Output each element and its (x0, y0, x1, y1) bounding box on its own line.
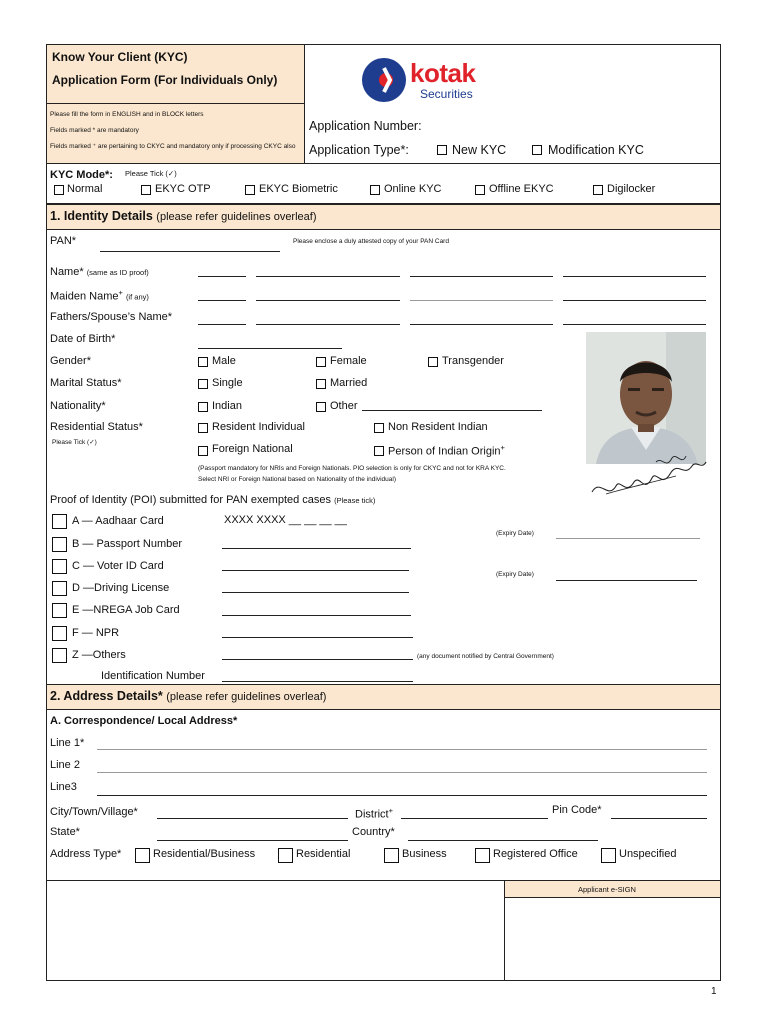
kyc-digilocker-label: Digilocker (607, 183, 656, 195)
nationality-indian-checkbox[interactable] (198, 402, 208, 412)
poi-others-label: Z —Others (72, 649, 126, 661)
poi-others-note: (any document notified by Central Government) (417, 653, 554, 660)
identity-heading-title: 1. Identity Details (50, 209, 153, 223)
address-line2-label: Line 2 (50, 759, 80, 771)
district-field[interactable] (401, 818, 548, 819)
res-pio-label (388, 443, 505, 458)
esign-label: Applicant e-SIGN (578, 885, 636, 894)
address-line3-label: Line3 (50, 781, 77, 793)
identity-heading-note: (please refer guidelines overleaf) (156, 211, 317, 223)
name-label (50, 266, 149, 278)
logo-word: kotak (410, 58, 476, 88)
addr-business-label: Business (402, 848, 447, 860)
name-middle-field[interactable] (410, 276, 553, 277)
marital-label: Marital Status* (50, 377, 122, 389)
address-line3-field[interactable] (97, 795, 707, 796)
kyc-offline-ekyc-checkbox[interactable] (475, 185, 485, 195)
form-subtitle: Application Form (For Individuals Only) (52, 73, 278, 87)
father-title-field[interactable] (198, 324, 246, 325)
kyc-ekyc-otp-checkbox[interactable] (141, 185, 151, 195)
pan-note: Please enclose a duly attested copy of your PAN Card (293, 238, 449, 245)
poi-npr-field[interactable] (222, 637, 413, 638)
poi-heading-text: Proof of Identity (POI) submitted for PAN exempted cases (50, 494, 332, 506)
name-label-note: (same as ID proof) (86, 268, 149, 277)
name-label-text: Name* (50, 266, 84, 278)
kyc-digilocker-checkbox[interactable] (593, 185, 603, 195)
poi-aadhaar-label: A — Aadhaar Card (72, 515, 164, 527)
father-middle-field[interactable] (410, 324, 553, 325)
logo-sub: Securities (420, 87, 473, 101)
poi-npr-checkbox[interactable] (52, 626, 67, 641)
marital-married-label: Married (330, 377, 368, 389)
passport-note-2: Select NRI or Foreign National based on Nationality of the individual) (198, 476, 396, 483)
poi-others-checkbox[interactable] (52, 648, 67, 663)
poi-npr-label: F — NPR (72, 627, 120, 639)
poi-heading-note: (Please tick) (334, 496, 376, 505)
maiden-first-field[interactable] (256, 300, 400, 301)
addr-unspecified-checkbox[interactable] (601, 848, 616, 863)
address-heading-title: 2. Address Details* (50, 689, 163, 703)
city-field[interactable] (157, 818, 348, 819)
new-kyc-checkbox[interactable] (437, 145, 447, 155)
signature-scribble (586, 448, 711, 506)
res-pio-text: Person of Indian Origin (388, 445, 501, 458)
name-first-field[interactable] (256, 276, 400, 277)
kotak-logo-icon (360, 56, 408, 104)
gender-label: Gender* (50, 355, 91, 367)
poi-nrega-checkbox[interactable] (52, 603, 67, 618)
residential-label: Residential Status* (50, 421, 143, 433)
instruction-note-1: Please fill the form in ENGLISH and in BLOCK letters (50, 111, 204, 118)
identification-number-field[interactable] (222, 681, 413, 682)
poi-heading (50, 494, 375, 506)
gender-transgender-label: Transgender (442, 355, 504, 367)
nationality-other-checkbox[interactable] (316, 402, 326, 412)
poi-license-checkbox[interactable] (52, 581, 67, 596)
aadhaar-mask: XXXX XXXX __ __ __ __ (224, 514, 347, 526)
modification-kyc-checkbox[interactable] (532, 145, 542, 155)
pan-label: PAN* (50, 235, 77, 247)
kyc-ekyc-biometric-checkbox[interactable] (245, 185, 255, 195)
res-pio-sup: + (500, 443, 505, 452)
father-spouse-label: Fathers/Spouse’s Name* (50, 311, 173, 323)
nationality-other-field[interactable] (362, 410, 542, 411)
marital-single-checkbox[interactable] (198, 379, 208, 389)
correspondence-subheading: A. Correspondence/ Local Address* (50, 715, 238, 727)
district-label (355, 806, 393, 821)
maiden-name-label (50, 288, 149, 303)
kotak-logo (360, 56, 520, 104)
city-label: City/Town/Village* (50, 806, 138, 818)
gender-female-label: Female (330, 355, 367, 367)
applicant-signature (586, 448, 711, 506)
applicant-photo-image (586, 332, 706, 464)
instruction-note-3: Fields marked ⁺ are pertaining to CKYC and mandatory only if processing CKYC also (50, 143, 296, 150)
modification-kyc-label: Modification KYC (548, 143, 644, 157)
state-field[interactable] (157, 840, 348, 841)
address-heading-note: (please refer guidelines overleaf) (166, 691, 327, 703)
maiden-name-note: (if any) (125, 292, 149, 302)
res-resident-label: Resident Individual (212, 421, 305, 433)
state-label: State* (50, 826, 80, 838)
new-kyc-label: New KYC (452, 143, 507, 157)
kyc-normal-label: Normal (67, 183, 103, 195)
kyc-mode-tick-note: Please Tick (✓) (125, 169, 177, 178)
res-nri-label: Non Resident Indian (388, 421, 488, 433)
kyc-ekyc-otp-label: EKYC OTP (155, 183, 211, 195)
kyc-offline-ekyc-label: Offline EKYC (489, 183, 554, 195)
address-line1-label: Line 1* (50, 737, 85, 749)
addr-res-business-checkbox[interactable] (135, 848, 150, 863)
poi-others-field[interactable] (222, 659, 413, 660)
poi-passport-label: B — Passport Number (72, 538, 183, 550)
name-title-field[interactable] (198, 276, 246, 277)
marital-married-checkbox[interactable] (316, 379, 326, 389)
maiden-name-sup: + (118, 288, 123, 297)
gender-transgender-checkbox[interactable] (428, 357, 438, 367)
nationality-indian-label: Indian (212, 400, 242, 412)
maiden-middle-field[interactable] (410, 300, 553, 301)
district-sup: + (388, 806, 393, 815)
pin-code-label: Pin Code* (552, 804, 602, 816)
applicant-photo (586, 332, 706, 464)
passport-expiry-label: (Expiry Date) (496, 530, 534, 537)
pan-field[interactable] (100, 251, 280, 252)
country-label: Country* (352, 826, 395, 838)
res-foreign-checkbox[interactable] (198, 446, 208, 456)
addr-registered-office-label: Registered Office (493, 848, 578, 860)
dob-label: Date of Birth* (50, 333, 116, 345)
license-expiry-label: (Expiry Date) (496, 571, 534, 578)
addr-residential-checkbox[interactable] (278, 848, 293, 863)
poi-license-field[interactable] (222, 592, 409, 593)
pin-code-field[interactable] (611, 818, 707, 819)
application-number-label: Application Number: (309, 119, 422, 133)
poi-aadhaar-checkbox[interactable] (52, 514, 67, 529)
page-number: 1 (711, 986, 717, 997)
nationality-other-label: Other (330, 400, 358, 412)
kyc-online-label: Online KYC (384, 183, 442, 195)
identification-number-label: Identification Number (101, 670, 205, 682)
father-last-field[interactable] (563, 324, 706, 325)
res-foreign-label: Foreign National (212, 443, 293, 455)
address-line2-field[interactable] (97, 772, 707, 773)
address-line1-field[interactable] (97, 749, 707, 750)
poi-passport-field[interactable] (222, 548, 411, 549)
residential-tick-note: Please Tick (✓) (52, 439, 97, 446)
poi-voter-field[interactable] (222, 570, 409, 571)
name-last-field[interactable] (563, 276, 706, 277)
address-type-label: Address Type* (50, 848, 122, 860)
identity-heading (50, 209, 317, 223)
marital-single-label: Single (212, 377, 243, 389)
kyc-mode-label: KYC Mode*: (50, 169, 113, 181)
poi-license-label: D —Driving License (72, 582, 170, 594)
license-expiry-field[interactable] (556, 580, 697, 581)
gender-male-label: Male (212, 355, 236, 367)
father-first-field[interactable] (256, 324, 400, 325)
maiden-title-field[interactable] (198, 300, 246, 301)
poi-voter-checkbox[interactable] (52, 559, 67, 574)
res-resident-checkbox[interactable] (198, 423, 208, 433)
res-pio-checkbox[interactable] (374, 446, 384, 456)
instruction-note-2: Fields marked * are mandatory (50, 127, 139, 134)
addr-res-business-label: Residential/Business (153, 848, 256, 860)
gender-male-checkbox[interactable] (198, 357, 208, 367)
gender-female-checkbox[interactable] (316, 357, 326, 367)
esign-area[interactable] (505, 898, 720, 980)
application-type-label: Application Type*: (309, 143, 409, 157)
kyc-ekyc-biometric-label: EKYC Biometric (259, 183, 338, 195)
maiden-name-text: Maiden Name (50, 290, 119, 303)
passport-expiry-field[interactable] (556, 538, 700, 539)
country-field[interactable] (408, 840, 598, 841)
addr-business-checkbox[interactable] (384, 848, 399, 863)
poi-voter-label: C — Voter ID Card (72, 560, 164, 572)
kyc-online-checkbox[interactable] (370, 185, 380, 195)
address-heading (50, 689, 326, 703)
form-title: Know Your Client (KYC) (52, 50, 188, 64)
district-text: District (355, 808, 389, 821)
nationality-label: Nationality* (50, 400, 106, 412)
kyc-normal-checkbox[interactable] (54, 185, 64, 195)
addr-residential-label: Residential (296, 848, 351, 860)
maiden-last-field[interactable] (563, 300, 706, 301)
passport-note-1: (Passport mandatory for NRIs and Foreign Nationals. PIO selection is only for CKYC and not for KRA KYC. (198, 465, 506, 472)
res-nri-checkbox[interactable] (374, 423, 384, 433)
poi-passport-checkbox[interactable] (52, 537, 67, 552)
dob-field[interactable] (198, 348, 342, 349)
poi-nrega-field[interactable] (222, 615, 411, 616)
addr-registered-office-checkbox[interactable] (475, 848, 490, 863)
poi-nrega-label: E —NREGA Job Card (72, 604, 180, 616)
addr-unspecified-label: Unspecified (619, 848, 677, 860)
